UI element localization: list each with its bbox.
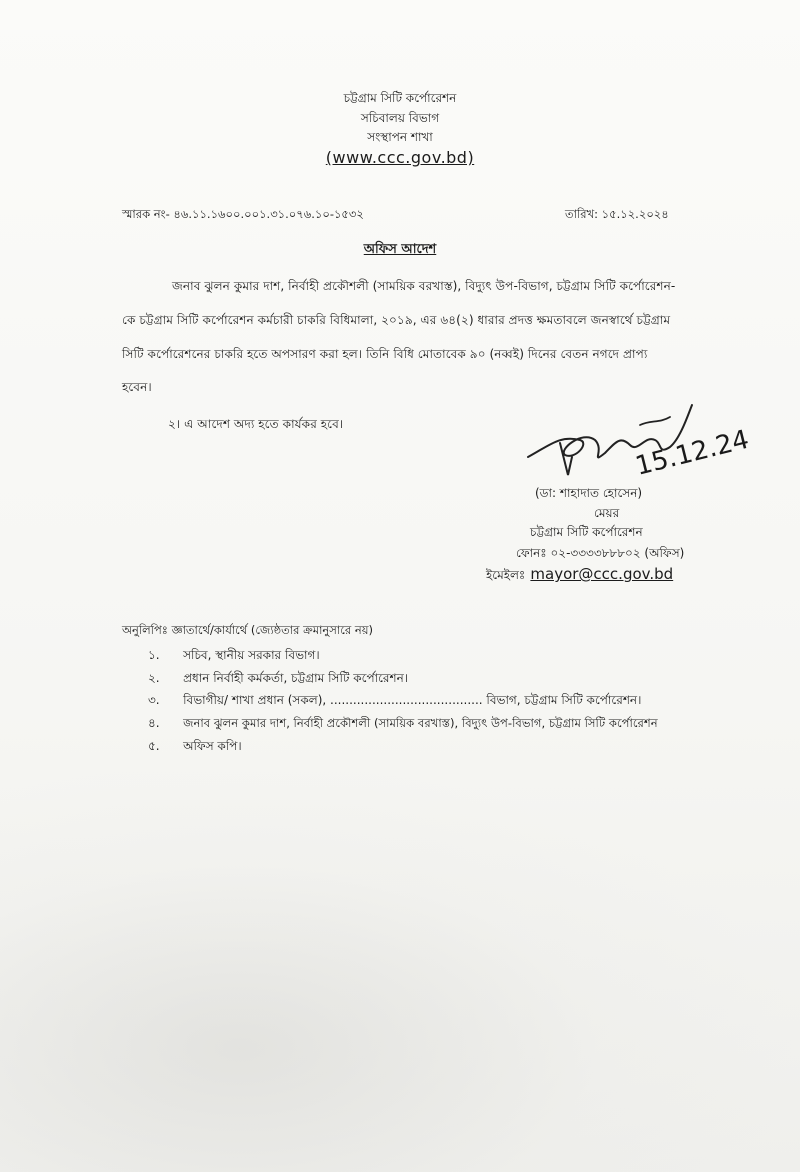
body-line-2: কে চট্টগ্রাম সিটি কর্পোরেশন কর্মচারী চাকরি বিধিমালা, ২০১৯, এর ৬৪(২) ধারার প্রদত্ত ক্ষমতাবলে জনস্বার্থে চট্টগ্রাম — [122, 313, 671, 327]
department-name: সচিবালয় বিভাগ — [360, 111, 440, 125]
list-item-text: বিভাগীয়/ শাখা প্রধান (সকল), ........................................ বিভাগ, চট্টগ্রাম সিটি কর্পোরেশন। — [183, 693, 642, 707]
list-item — [148, 712, 658, 735]
body-line-1: জনাব ঝুলন কুমার দাশ, নির্বাহী প্রকৌশলী (সাময়িক বরখাস্ত), বিদ্যুৎ উপ-বিভাগ, চট্টগ্রাম সিটি কর্পোরেশন- — [172, 279, 676, 293]
list-item-text: প্রধান নির্বাহী কর্মকর্তা, চট্টগ্রাম সিটি কর্পোরেশন। — [183, 671, 409, 685]
list-item-text: অফিস কপি। — [183, 739, 242, 753]
list-item — [148, 735, 242, 758]
list-item-number: ৪. — [148, 716, 160, 730]
list-item — [148, 689, 641, 712]
signatory-email-row — [486, 564, 673, 587]
email-label: ইমেইলঃ — [486, 568, 526, 582]
signatory-phone: ফোনঃ ০২-৩৩৩৩৮৮৮০২ (অফিস) — [516, 546, 685, 560]
memo-ref-number: স্মারক নং- ৪৬.১১.১৬০০.০০১.৩১.০৭৬.১০-১৫৩২ — [122, 207, 364, 221]
body-line-3: সিটি কর্পোরেশনের চাকরি হতে অপসারণ করা হল। তিনি বিধি মোতাবেক ৯০ (নব্বই) দিনের বেতন নগদে প্রাপ্য — [122, 347, 648, 361]
signature-date: 15.12.24 — [632, 424, 753, 482]
list-item-number: ১. — [148, 648, 160, 662]
website-link: (www.ccc.gov.bd) — [325, 148, 475, 167]
body-line-4: হবেন। — [122, 380, 152, 394]
signatory-designation: মেয়র — [594, 506, 620, 520]
order-title: অফিস আদেশ — [363, 242, 437, 257]
handwritten-signature — [520, 395, 753, 485]
signatory-organization: চট্টগ্রাম সিটি কর্পোরেশন — [530, 525, 643, 539]
memo-date: তারিখ: ১৫.১২.২০২৪ — [565, 207, 669, 221]
list-item-text: জনাব ঝুলন কুমার দাশ, নির্বাহী প্রকৌশলী (সাময়িক বরখাস্ত), বিদ্যুৎ উপ-বিভাগ, চট্টগ্রাম সিটি কর্পোরেশন — [183, 716, 658, 730]
org-name: চট্টগ্রাম সিটি কর্পোরেশন — [343, 91, 457, 105]
section-name: সংস্থাপন শাখা — [367, 130, 433, 144]
copies-heading: অনুলিপিঃ জ্ঞাতার্থে/কার্যার্থে (জ্যেষ্ঠতার ক্রমানুসারে নয়) — [122, 623, 373, 637]
effect-clause: ২। এ আদেশ অদ্য হতে কার্যকর হবে। — [168, 417, 344, 431]
list-item — [148, 644, 320, 667]
list-item-number: ৫. — [148, 739, 160, 753]
signatory-name: (ডা: শাহাদাত হোসেন) — [535, 486, 643, 500]
list-item-text: সচিব, স্থানীয় সরকার বিভাগ। — [183, 648, 320, 662]
paper-shadow — [0, 760, 800, 1172]
list-item — [148, 667, 408, 690]
list-item-number: ৩. — [148, 693, 160, 707]
email-address: mayor@ccc.gov.bd — [530, 565, 674, 583]
list-item-number: ২. — [148, 671, 160, 685]
